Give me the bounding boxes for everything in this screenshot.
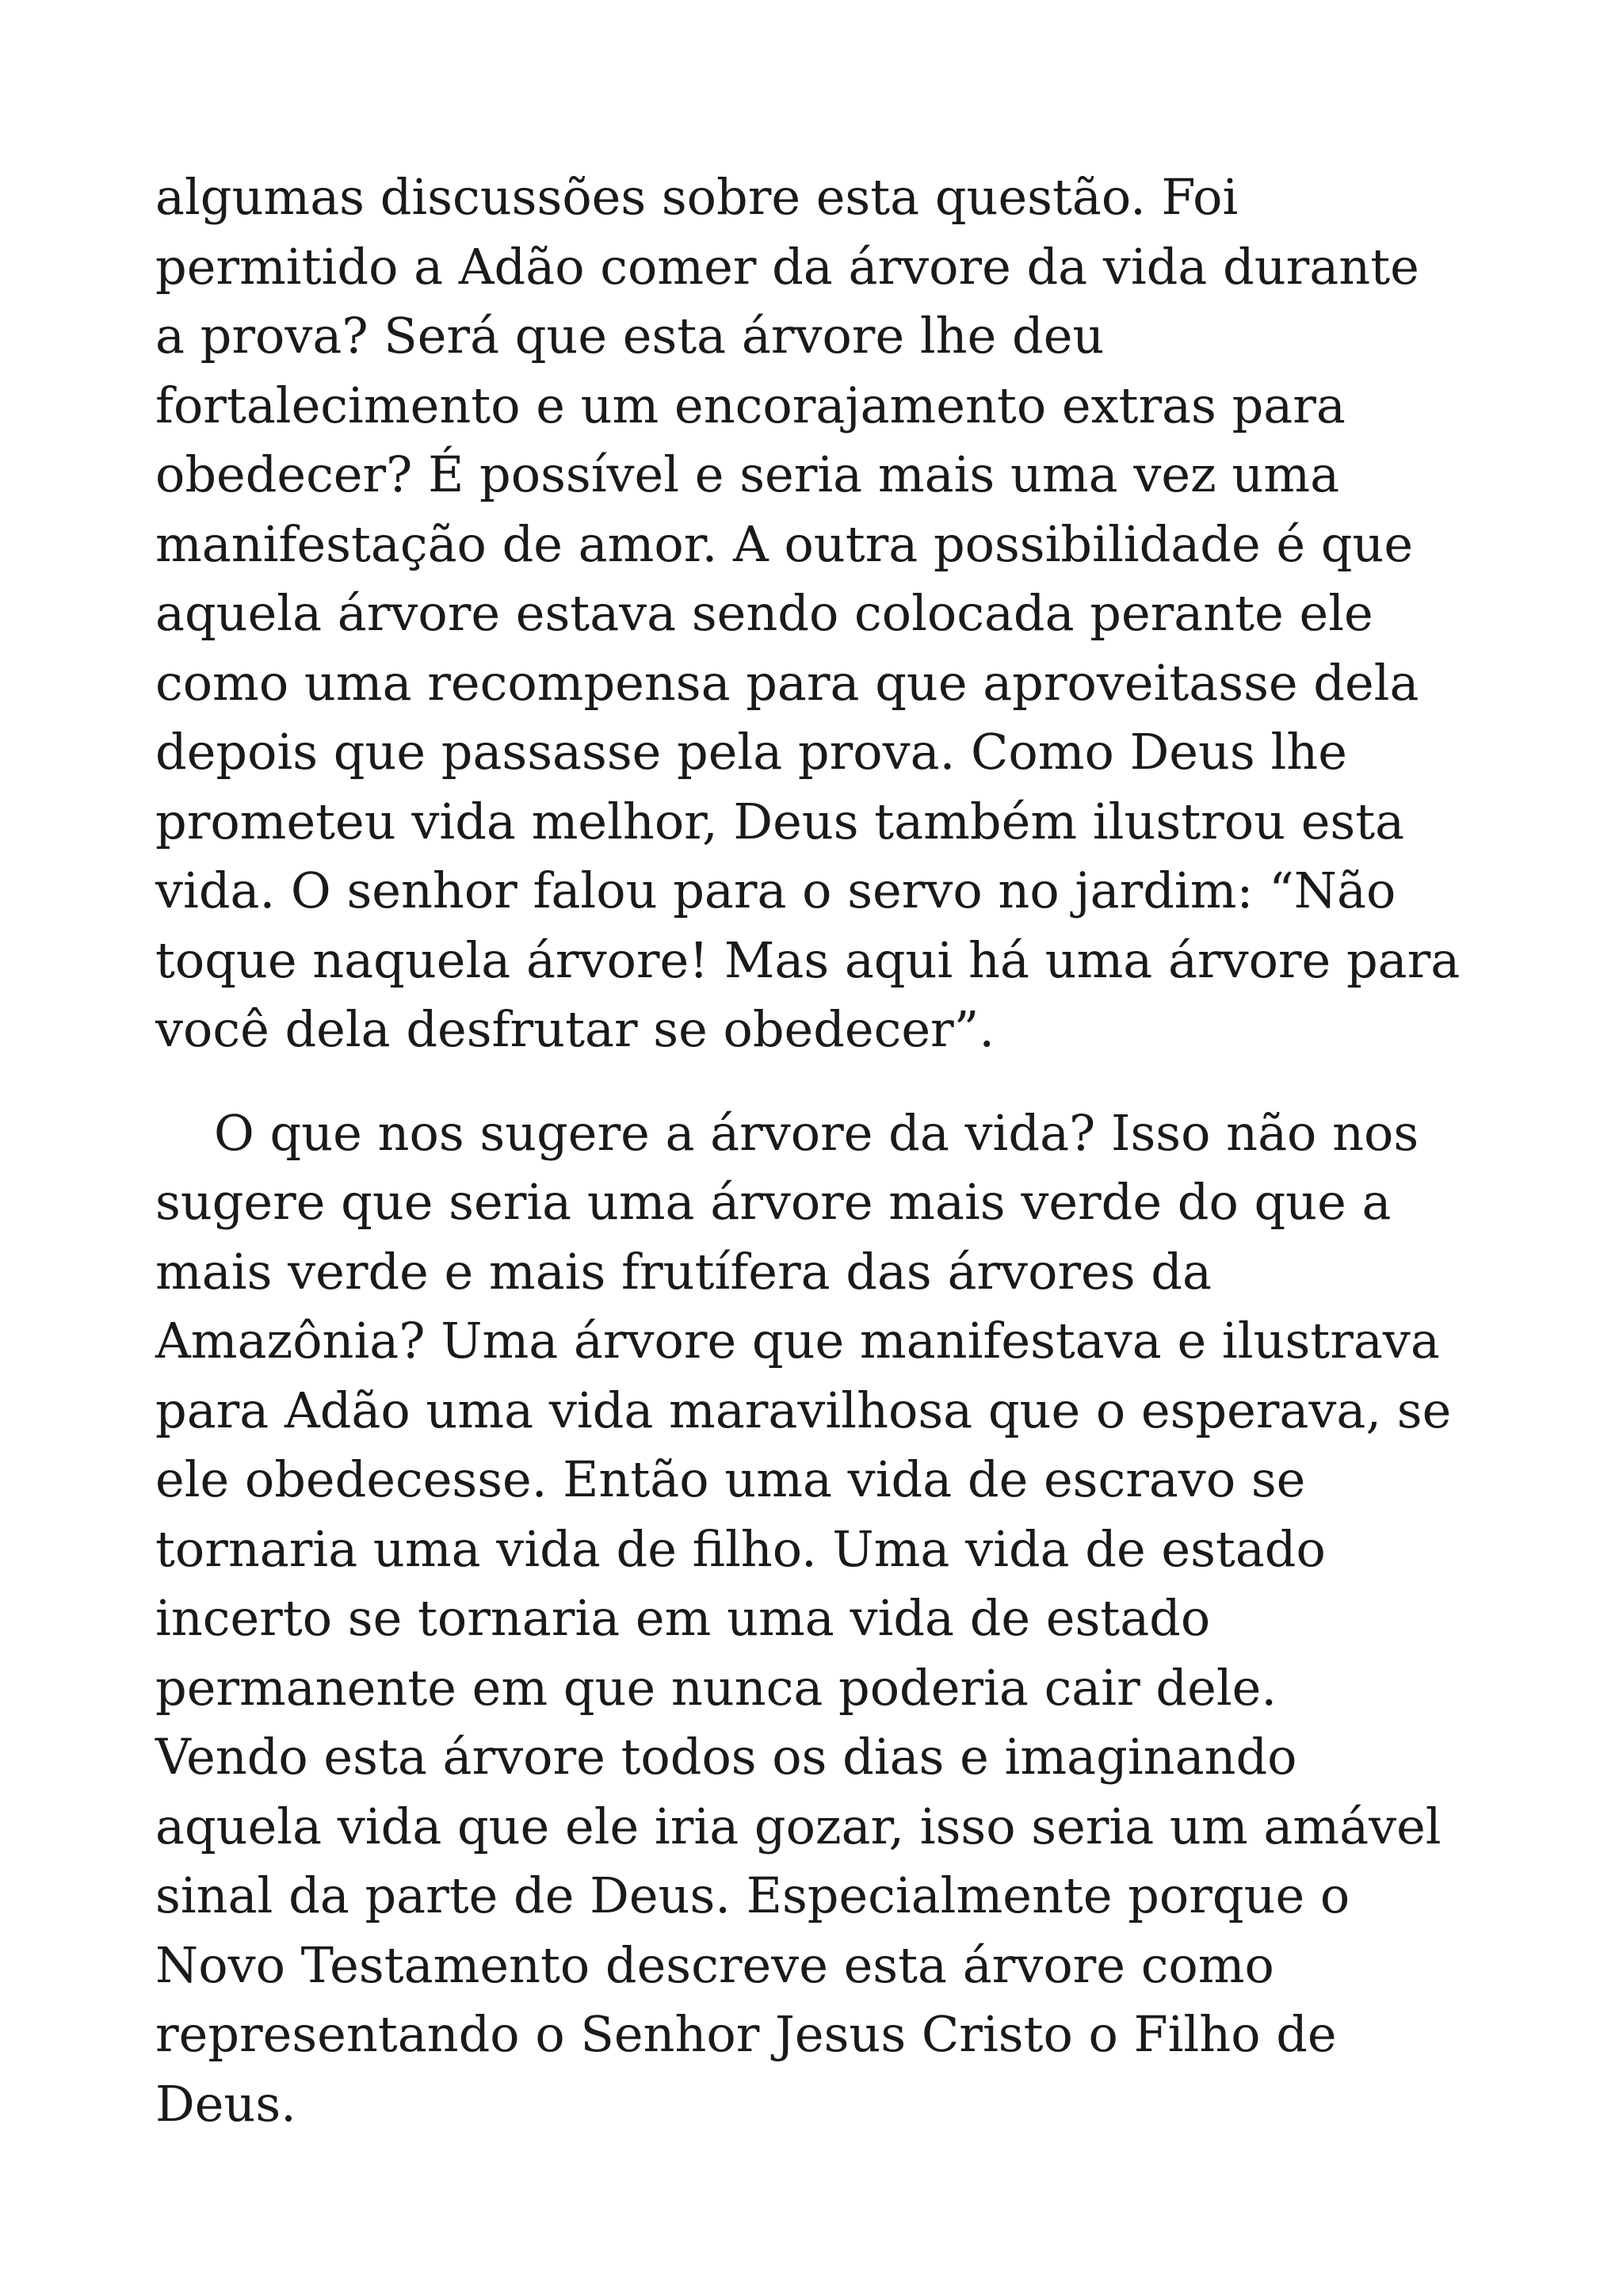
text-line: aquela vida que ele iria gozar, isso seria um amável	[155, 1797, 1442, 1855]
text-line: ele obedecesse. Então uma vida de escravo se	[155, 1450, 1306, 1508]
text-line: permanente em que nunca poderia cair dele.	[155, 1658, 1277, 1717]
text-line: sinal da parte de Deus. Especialmente porque o	[155, 1866, 1350, 1924]
text-line: aquela árvore estava sendo colocada perante ele	[155, 584, 1373, 642]
text-line: Amazônia? Uma árvore que manifestava e ilustrava	[155, 1312, 1440, 1370]
text-line: toque naquela árvore! Mas aqui há uma árvore para	[155, 930, 1461, 989]
text-line: Deus.	[155, 2074, 296, 2133]
text-line: para Adão uma vida maravilhosa que o esperava, se	[155, 1381, 1452, 1439]
text-line: representando o Senhor Jesus Cristo o Filho de	[155, 2005, 1337, 2063]
body-text	[155, 162, 1487, 2138]
text-line: como uma recompensa para que aproveitasse dela	[155, 653, 1419, 712]
paragraph-1	[155, 162, 1487, 1064]
text-line: manifestação de amor. A outra possibilidade é que	[155, 514, 1414, 573]
text-line: a prova? Será que esta árvore lhe deu	[155, 307, 1105, 365]
text-line: você dela desfrutar se obedecer”.	[155, 1000, 995, 1058]
paragraph-spacer	[155, 1064, 1487, 1098]
text-line: Vendo esta árvore todos os dias e imaginando	[155, 1728, 1297, 1786]
text-line: sugere que seria uma árvore mais verde do que a	[155, 1173, 1392, 1231]
text-line: fortalecimento e um encorajamento extras para	[155, 376, 1346, 434]
text-line: depois que passasse pela prova. Como Deus lhe	[155, 723, 1347, 781]
text-line: mais verde e mais frutífera das árvores da	[155, 1242, 1212, 1301]
paragraph-2	[155, 1098, 1487, 2139]
text-line: tornaria uma vida de filho. Uma vida de estado	[155, 1519, 1326, 1578]
text-line: O que nos sugere a árvore da vida? Isso não nos	[214, 1103, 1419, 1162]
text-line: vida. O senhor falou para o servo no jardim: “Não	[155, 861, 1396, 919]
text-line: incerto se tornaria em uma vida de estado	[155, 1589, 1211, 1647]
text-line: algumas discussões sobre esta questão. Foi	[155, 168, 1239, 226]
text-line: prometeu vida melhor, Deus também ilustrou esta	[155, 792, 1405, 850]
text-line: obedecer? É possível e seria mais uma vez uma	[155, 445, 1340, 503]
text-line: Novo Testamento descreve esta árvore como	[155, 1935, 1274, 1994]
text-line: permitido a Adão comer da árvore da vida durante	[155, 237, 1419, 296]
